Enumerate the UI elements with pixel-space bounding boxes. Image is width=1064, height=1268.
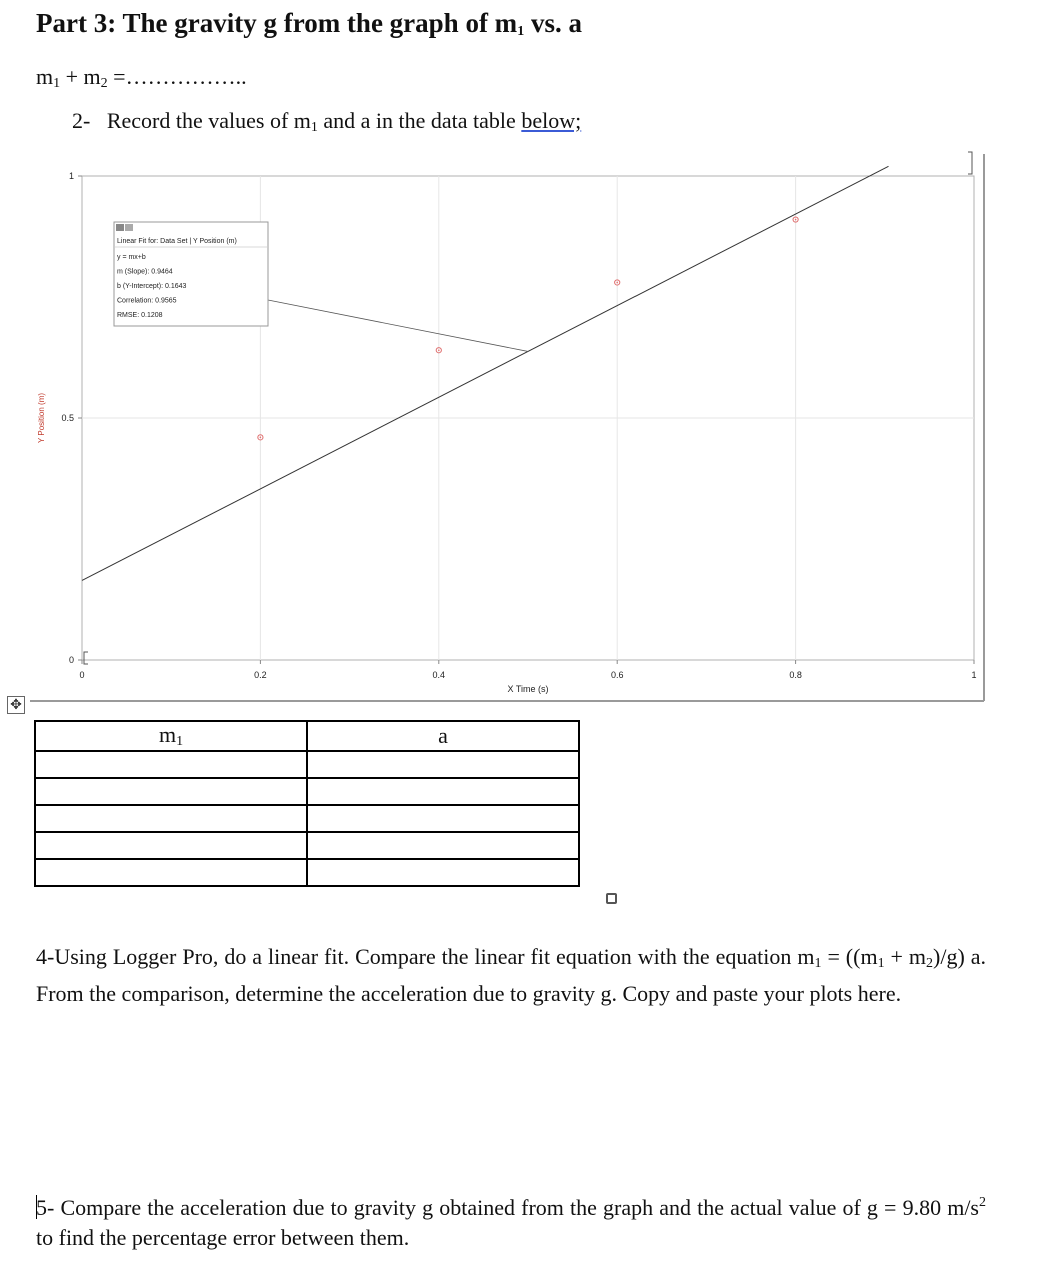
graph-svg [30, 150, 986, 702]
resize-handle-icon[interactable] [606, 893, 617, 904]
table-row [35, 832, 579, 859]
m1-symbol: m [36, 64, 54, 89]
title-suffix: vs. a [524, 8, 582, 38]
annotation-line: Correlation: 0.9565 [117, 297, 177, 305]
table-cell[interactable] [35, 859, 307, 886]
y-tick-label: 1 [68, 171, 74, 181]
x-tick-label: 0.4 [432, 670, 446, 680]
step-4-text-3: + m [884, 944, 927, 969]
annotation-line: RMSE: 0.1208 [117, 312, 163, 319]
move-icon[interactable]: ✥ [7, 696, 25, 714]
annotation-header: Linear Fit for: Data Set | Y Position (m) [117, 238, 237, 245]
annotation-line: b (Y-Intercept): 0.1643 [117, 283, 187, 290]
table-row [35, 751, 579, 778]
step-2-instruction [72, 108, 581, 136]
table-row [35, 859, 579, 886]
table-header-row [35, 721, 579, 751]
m1-subscript: 1 [53, 76, 61, 91]
header-m1-letter: m [158, 722, 177, 747]
step-5-text-2: to find the percentage error between them. [36, 1225, 410, 1250]
data-point-center [260, 437, 262, 439]
x-tick-label: 0.6 [610, 670, 624, 680]
annotation-line: y = mx+b [117, 254, 146, 261]
m2-subscript: 2 [100, 76, 108, 91]
table-cell[interactable] [307, 859, 579, 886]
x-tick-label: 1 [971, 670, 977, 680]
y-axis-label: Y Position (m) [37, 392, 46, 444]
table-cell[interactable] [35, 778, 307, 805]
data-table[interactable] [34, 720, 580, 887]
step-4-sub-1: 1 [814, 956, 822, 971]
header-m1-subscript: 1 [176, 734, 184, 749]
y-range-bracket [968, 152, 972, 174]
y-tick-label: 0.5 [61, 413, 74, 423]
annotation-options-icon [125, 224, 133, 231]
step-4-instruction [36, 942, 986, 1009]
table-cell[interactable] [307, 832, 579, 859]
step-4-sub-3: 2 [926, 956, 934, 971]
logger-pro-graph[interactable] [30, 150, 986, 702]
table-row [35, 778, 579, 805]
step-5-text: 5- Compare the acceleration due to gravity g obtained from the graph and the actual value of g = 9.80 m/s [36, 1195, 979, 1220]
annotation-line: m (Slope): 0.9464 [117, 268, 173, 276]
table-cell[interactable] [35, 805, 307, 832]
x-axis-label: X Time (s) [507, 684, 549, 694]
header-m1[interactable] [35, 721, 307, 751]
table-cell[interactable] [307, 751, 579, 778]
data-point-center [616, 282, 618, 284]
table-row [35, 805, 579, 832]
step-4-text-4: )/g) a. From the comparison, determine the acceleration due to gravity g. Copy and paste your plots here. [36, 944, 987, 1006]
x-tick-label: 0.8 [789, 670, 802, 680]
y-tick-label: 0 [68, 655, 74, 665]
sum-blank: =…………….. [107, 64, 247, 89]
step-2-number: 2- [72, 108, 91, 133]
table-cell[interactable] [307, 778, 579, 805]
table-cell[interactable] [35, 832, 307, 859]
step-2-text: Record the values of m [106, 108, 311, 133]
plus-m2: + m [60, 64, 101, 89]
x-tick-label: 0 [79, 670, 85, 680]
step-2-subscript: 1 [310, 120, 318, 135]
step-4-sub-2: 1 [877, 956, 885, 971]
table-cell[interactable] [307, 805, 579, 832]
title-text: Part 3: The gravity g from the graph of m [36, 8, 518, 38]
step-4-text: 4-Using Logger Pro, do a linear fit. Compare the linear fit equation with the equation m [36, 944, 815, 969]
step-4-text-2: = ((m [821, 944, 878, 969]
mass-sum-line[interactable] [36, 64, 247, 92]
part3-title [36, 8, 582, 40]
data-point-center [438, 349, 440, 351]
data-point-center [795, 219, 797, 221]
header-a[interactable]: a [307, 721, 579, 751]
step-2-below-word: below; [521, 108, 582, 133]
title-subscript: 1 [517, 24, 525, 39]
step-5-superscript: 2 [979, 1195, 986, 1210]
step-5-instruction [36, 1188, 986, 1253]
step-2-text-cont: and a in the data table [317, 108, 522, 133]
table-cell[interactable] [35, 751, 307, 778]
x-tick-label: 0.2 [254, 670, 267, 680]
annotation-close-icon [116, 224, 124, 231]
